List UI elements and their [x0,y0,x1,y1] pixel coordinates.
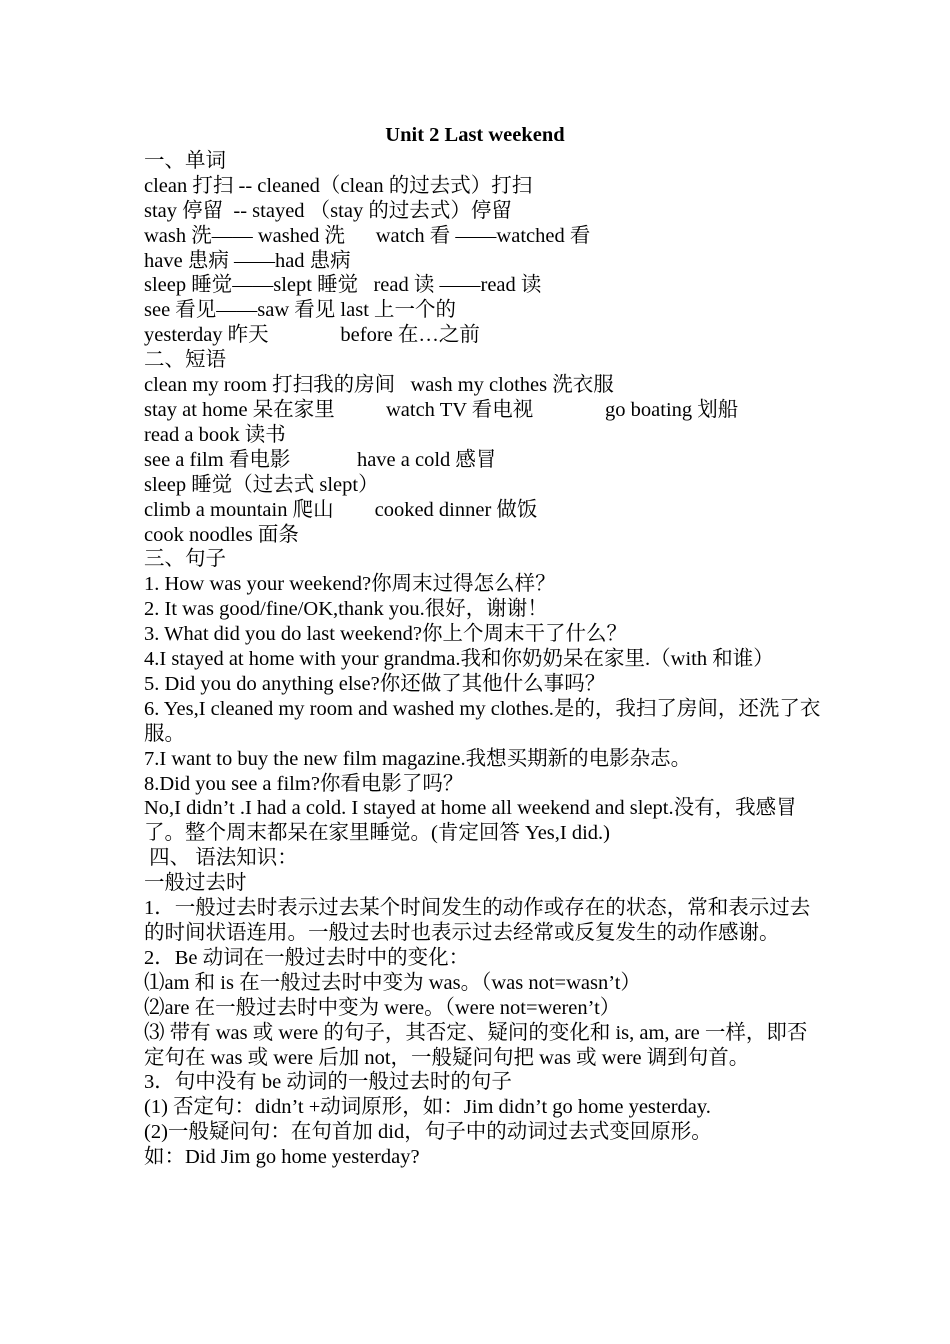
grammar-item: (2)一般疑问句：在句首加 did，句子中的动词过去式变回原形。 [144,1121,712,1144]
grammar-subheading: 一般过去时 [144,872,247,895]
grammar-point: 2．Be 动词在一般过去时中的变化： [144,946,470,969]
sentence-line: 2. It was good/fine/OK,thank you.很好，谢谢！ [144,598,548,621]
sentence-line: 6. Yes,I cleaned my room and washed my clothes.是的，我扫了房间，还洗了衣服。 [144,697,821,745]
grammar-item: (1) 否定句：didn’t +动词原形，如：Jim didn’t go home yesterday. [144,1096,711,1119]
grammar-point: 1．一般过去时表示过去某个时间发生的动作或存在的状态，常和表示过去的时间状语连用。一般过去时也表示过去经常或反复发生的动作感谢。 [144,897,811,944]
sentence-line: 4.I stayed at home with your grandma.我和你奶奶呆在家里.（with 和谁） [144,648,774,671]
phrase-line: sleep 睡觉（过去式 slept） [144,473,379,496]
phrase-line: read a book 读书 [144,423,286,446]
sentence-line: 8.Did you see a film?你看电影了吗？ [144,772,464,795]
sentence-line: No,I didn’t .I had a cold. I stayed at home all weekend and slept.没有，我感冒了。整个周末都呆在家里睡觉。(肯定回答 Yes,I did.) [144,797,797,845]
section-heading-grammar: 四、 语法知识： [144,847,298,870]
sentence-line: 7.I want to buy the new film magazine.我想买期新的电影杂志。 [144,747,692,770]
word-line: see 看见——saw 看见 last 上一个的 [144,299,457,322]
grammar-point: 3．句中没有 be 动词的一般过去时的句子 [144,1071,512,1094]
section-heading-phrases: 二、短语 [144,349,226,372]
sentence-line: 3. What did you do last weekend?你上个周末干了什么？ [144,623,628,646]
word-line: stay 停留 -- stayed （stay 的过去式）停留 [144,199,512,222]
word-line: have 患病 ——had 患病 [144,249,351,272]
sentence-line: 5. Did you do anything else?你还做了其他什么事吗？ [144,672,606,695]
word-line: clean 打扫 -- cleaned（clean 的过去式）打扫 [144,174,533,197]
document-title: Unit 2 Last weekend [385,124,565,146]
grammar-item: ⑴am 和 is 在一般过去时中变为 was。（was not=wasn’t） [144,971,641,994]
grammar-item: ⑵are 在一般过去时中变为 were。（were not=weren’t） [144,996,621,1019]
phrase-line: clean my room 打扫我的房间 wash my clothes 洗衣服 [144,374,614,397]
section-heading-words: 一、单词 [144,149,226,172]
section-heading-sentences: 三、句子 [144,548,226,571]
grammar-item: 如：Did Jim go home yesterday? [144,1146,420,1169]
phrase-line: climb a mountain 爬山 cooked dinner 做饭 [144,498,538,521]
phrase-line: stay at home 呆在家里 watch TV 看电视 go boating 划船 [144,398,739,421]
phrase-line: cook noodles 面条 [144,523,299,546]
word-line: yesterday 昨天 before 在…之前 [144,324,480,347]
phrase-line: see a film 看电影 have a cold 感冒 [144,448,497,471]
sentence-line: 1. How was your weekend?你周末过得怎么样？ [144,573,556,596]
document-page [144,123,824,1170]
grammar-item: ⑶ 带有 was 或 were 的句子，其否定、疑问的变化和 is, am, are 一样，即否定句在 was 或 were 后加 not，一般疑问句把 was 或 were 调到句首。 [144,1021,808,1069]
word-line: wash 洗—— washed 洗 watch 看 ——watched 看 [144,224,591,247]
word-line: sleep 睡觉——slept 睡觉 read 读 ——read 读 [144,274,542,297]
